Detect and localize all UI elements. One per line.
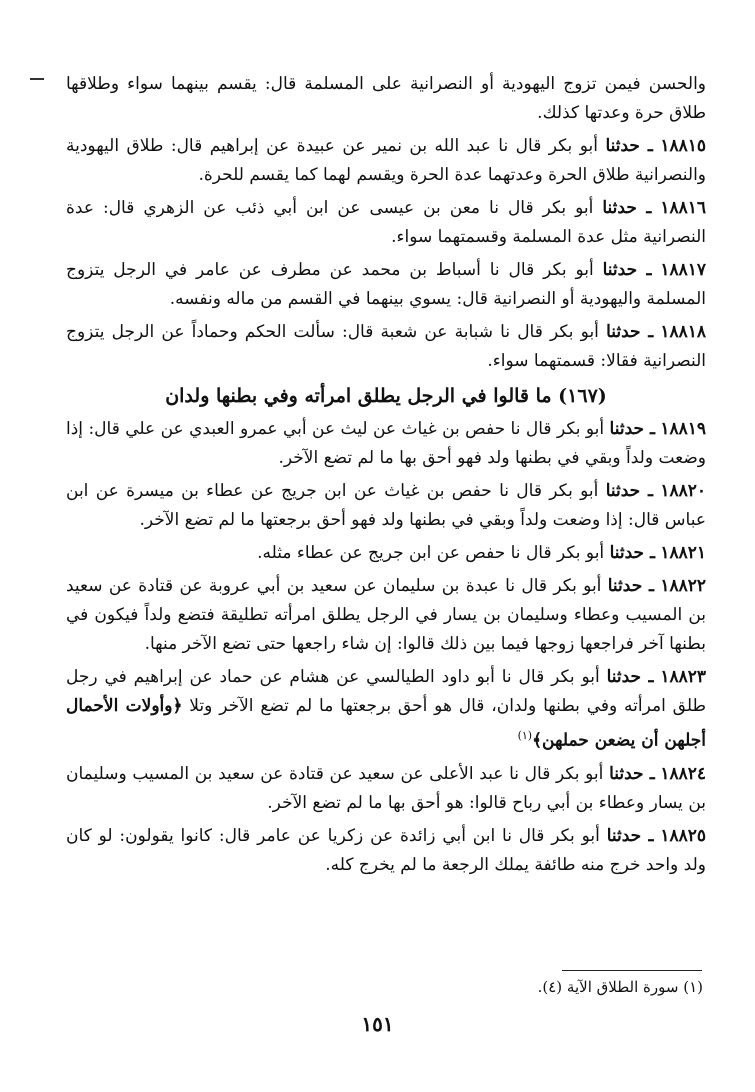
hadith-paragraph — [66, 822, 706, 880]
hadith-lead: ـ حدثنا — [609, 763, 655, 784]
hadith-lead: ـ حدثنا — [606, 825, 654, 846]
hadith-text: أبو بكر قال نا أسباط بن محمد عن مطرف عن عامر في الرجل يتزوج المسلمة واليهودية أو النصرانية قال: يسوي بينهما في القسم من ماله ونفسه. — [66, 260, 706, 309]
section-heading: (١٦٧) ما قالوا في الرجل يطلق امرأته وفي بطنها ولدان — [165, 385, 607, 407]
hadith-number: ١٨٨٢١ — [660, 543, 706, 563]
hadith-number: ١٨٨١٩ — [660, 419, 706, 439]
hadith-text: أبو بكر قال نا أبو داود الطيالسي عن هشام عن حماد عن إبراهيم في رجل طلق امرأته وفي بطنها ولدان، قال هو أحق برجعتها ما لم تضع الآخر وتلا — [66, 667, 707, 716]
hadith-lead: ـ حدثنا — [602, 198, 652, 218]
hadith-paragraph — [66, 194, 706, 252]
hadith-lead: ـ حدثنا — [607, 576, 655, 596]
hadith-number: ١٨٨١٧ — [660, 260, 707, 280]
hadith-text: أبو بكر قال نا عبدة بن سليمان عن سعيد بن أبي عروبة عن قتادة عن سعيد بن المسيب وعطاء وسليمان بن يسار في الرجل يطلق امرأته تطليقة فتضع ولداً فيكون في بطنها آخر فراجعها زوجها فيما بين ذلك قالوا: إن شاء راجعها حتى تضع الآخر منها. — [66, 576, 706, 654]
hadith-text: أبو بكر قال نا عبد الله بن نمير عن عبيدة عن إبراهيم قال: طلاق اليهودية والنصرانية طلاق الحرة وعدتهما عدة الحرة ويقسم لهما كما يقسم للحرة. — [66, 136, 706, 185]
hadith-paragraph — [66, 415, 706, 473]
margin-mark — [30, 78, 44, 80]
hadith-paragraph — [66, 477, 706, 535]
quran-verse: ﴿وأولات الأحمال أجلهن أن يضعن حملهن﴾ — [66, 696, 706, 751]
page-number: ١٥١ — [361, 1012, 394, 1036]
paragraph-text: والحسن فيمن تزوج اليهودية أو النصرانية على المسلمة قال: يقسم بينهما سواء وطلاقها طلاق حرة وعدتها كذلك. — [66, 74, 706, 123]
hadith-text: أبو بكر قال نا عبد الأعلى عن سعيد عن قتادة عن سعيد بن المسيب وسليمان بن يسار وعطاء بن أبي رباح قالوا: هو أحق بها ما لم تضع الآخر. — [66, 763, 706, 813]
hadith-number: ١٨٨٢٥ — [660, 825, 707, 846]
hadith-paragraph — [66, 663, 706, 756]
hadith-lead: ـ حدثنا — [606, 667, 654, 687]
hadith-number: ١٨٨١٥ — [660, 136, 707, 156]
hadith-paragraph — [66, 318, 706, 376]
paragraph — [66, 70, 706, 128]
hadith-text: أبو بكر قال نا حفص عن ابن جريج عن عطاء مثله. — [257, 543, 605, 563]
hadith-number: ١٨٨١٨ — [660, 322, 707, 342]
hadith-number: ١٨٨٢٣ — [660, 667, 706, 687]
footnote-divider — [562, 970, 702, 971]
hadith-text: أبو بكر قال نا حفص بن غياث عن ابن جريج عن عطاء بن ميسرة عن ابن عباس قال: إذا وضعت ولداً وبقي في بطنها ولد فهو أحق برجعتها ما لم تضع الآخر. — [66, 481, 706, 530]
hadith-lead: ـ حدثنا — [602, 260, 652, 280]
footnote: (١) سورة الطلاق الآية (٤). — [537, 978, 703, 996]
hadith-lead: ـ حدثنا — [606, 322, 654, 342]
hadith-paragraph — [66, 572, 706, 659]
hadith-number: ١٨٨٢٤ — [660, 763, 707, 784]
hadith-paragraph — [66, 132, 706, 190]
hadith-number: ١٨٨٢٢ — [660, 576, 707, 596]
hadith-lead: ـ حدثنا — [609, 419, 655, 439]
hadith-lead: ـ حدثنا — [605, 481, 654, 501]
hadith-text: أبو بكر قال نا معن بن عيسى عن ابن أبي ذئب عن الزهري قال: عدة النصرانية مثل عدة المسلمة وقسمتهما سواء. — [66, 198, 706, 247]
hadith-lead: ـ حدثنا — [609, 543, 655, 563]
hadith-paragraph — [66, 256, 706, 314]
hadith-number: ١٨٨١٦ — [660, 198, 707, 218]
hadith-number: ١٨٨٢٠ — [660, 481, 707, 501]
footnote-ref[interactable]: (١) — [517, 729, 533, 742]
hadith-text: أبو بكر قال نا حفص بن غياث عن ليث عن أبي عمرو العبدي عن علي قال: إذا وضعت ولداً وبقي في بطنها ولد فهو أحق بها ما لم تضع الآخر. — [66, 419, 706, 468]
hadith-paragraph — [66, 760, 706, 818]
hadith-paragraph — [66, 539, 706, 568]
hadith-text: أبو بكر قال نا شبابة عن شعبة قال: سألت الحكم وحماداً عن الرجل يتزوج النصرانية فقالا: قسمتهما سواء. — [66, 322, 706, 371]
hadith-text: أبو بكر قال نا ابن أبي زائدة عن زكريا عن عامر قال: كانوا يقولون: لو كان ولد واحد خرج منه طائفة يملك الرجعة ما لم يخرج كله. — [66, 825, 706, 875]
hadith-lead: ـ حدثنا — [605, 136, 653, 156]
main-text — [66, 70, 706, 884]
